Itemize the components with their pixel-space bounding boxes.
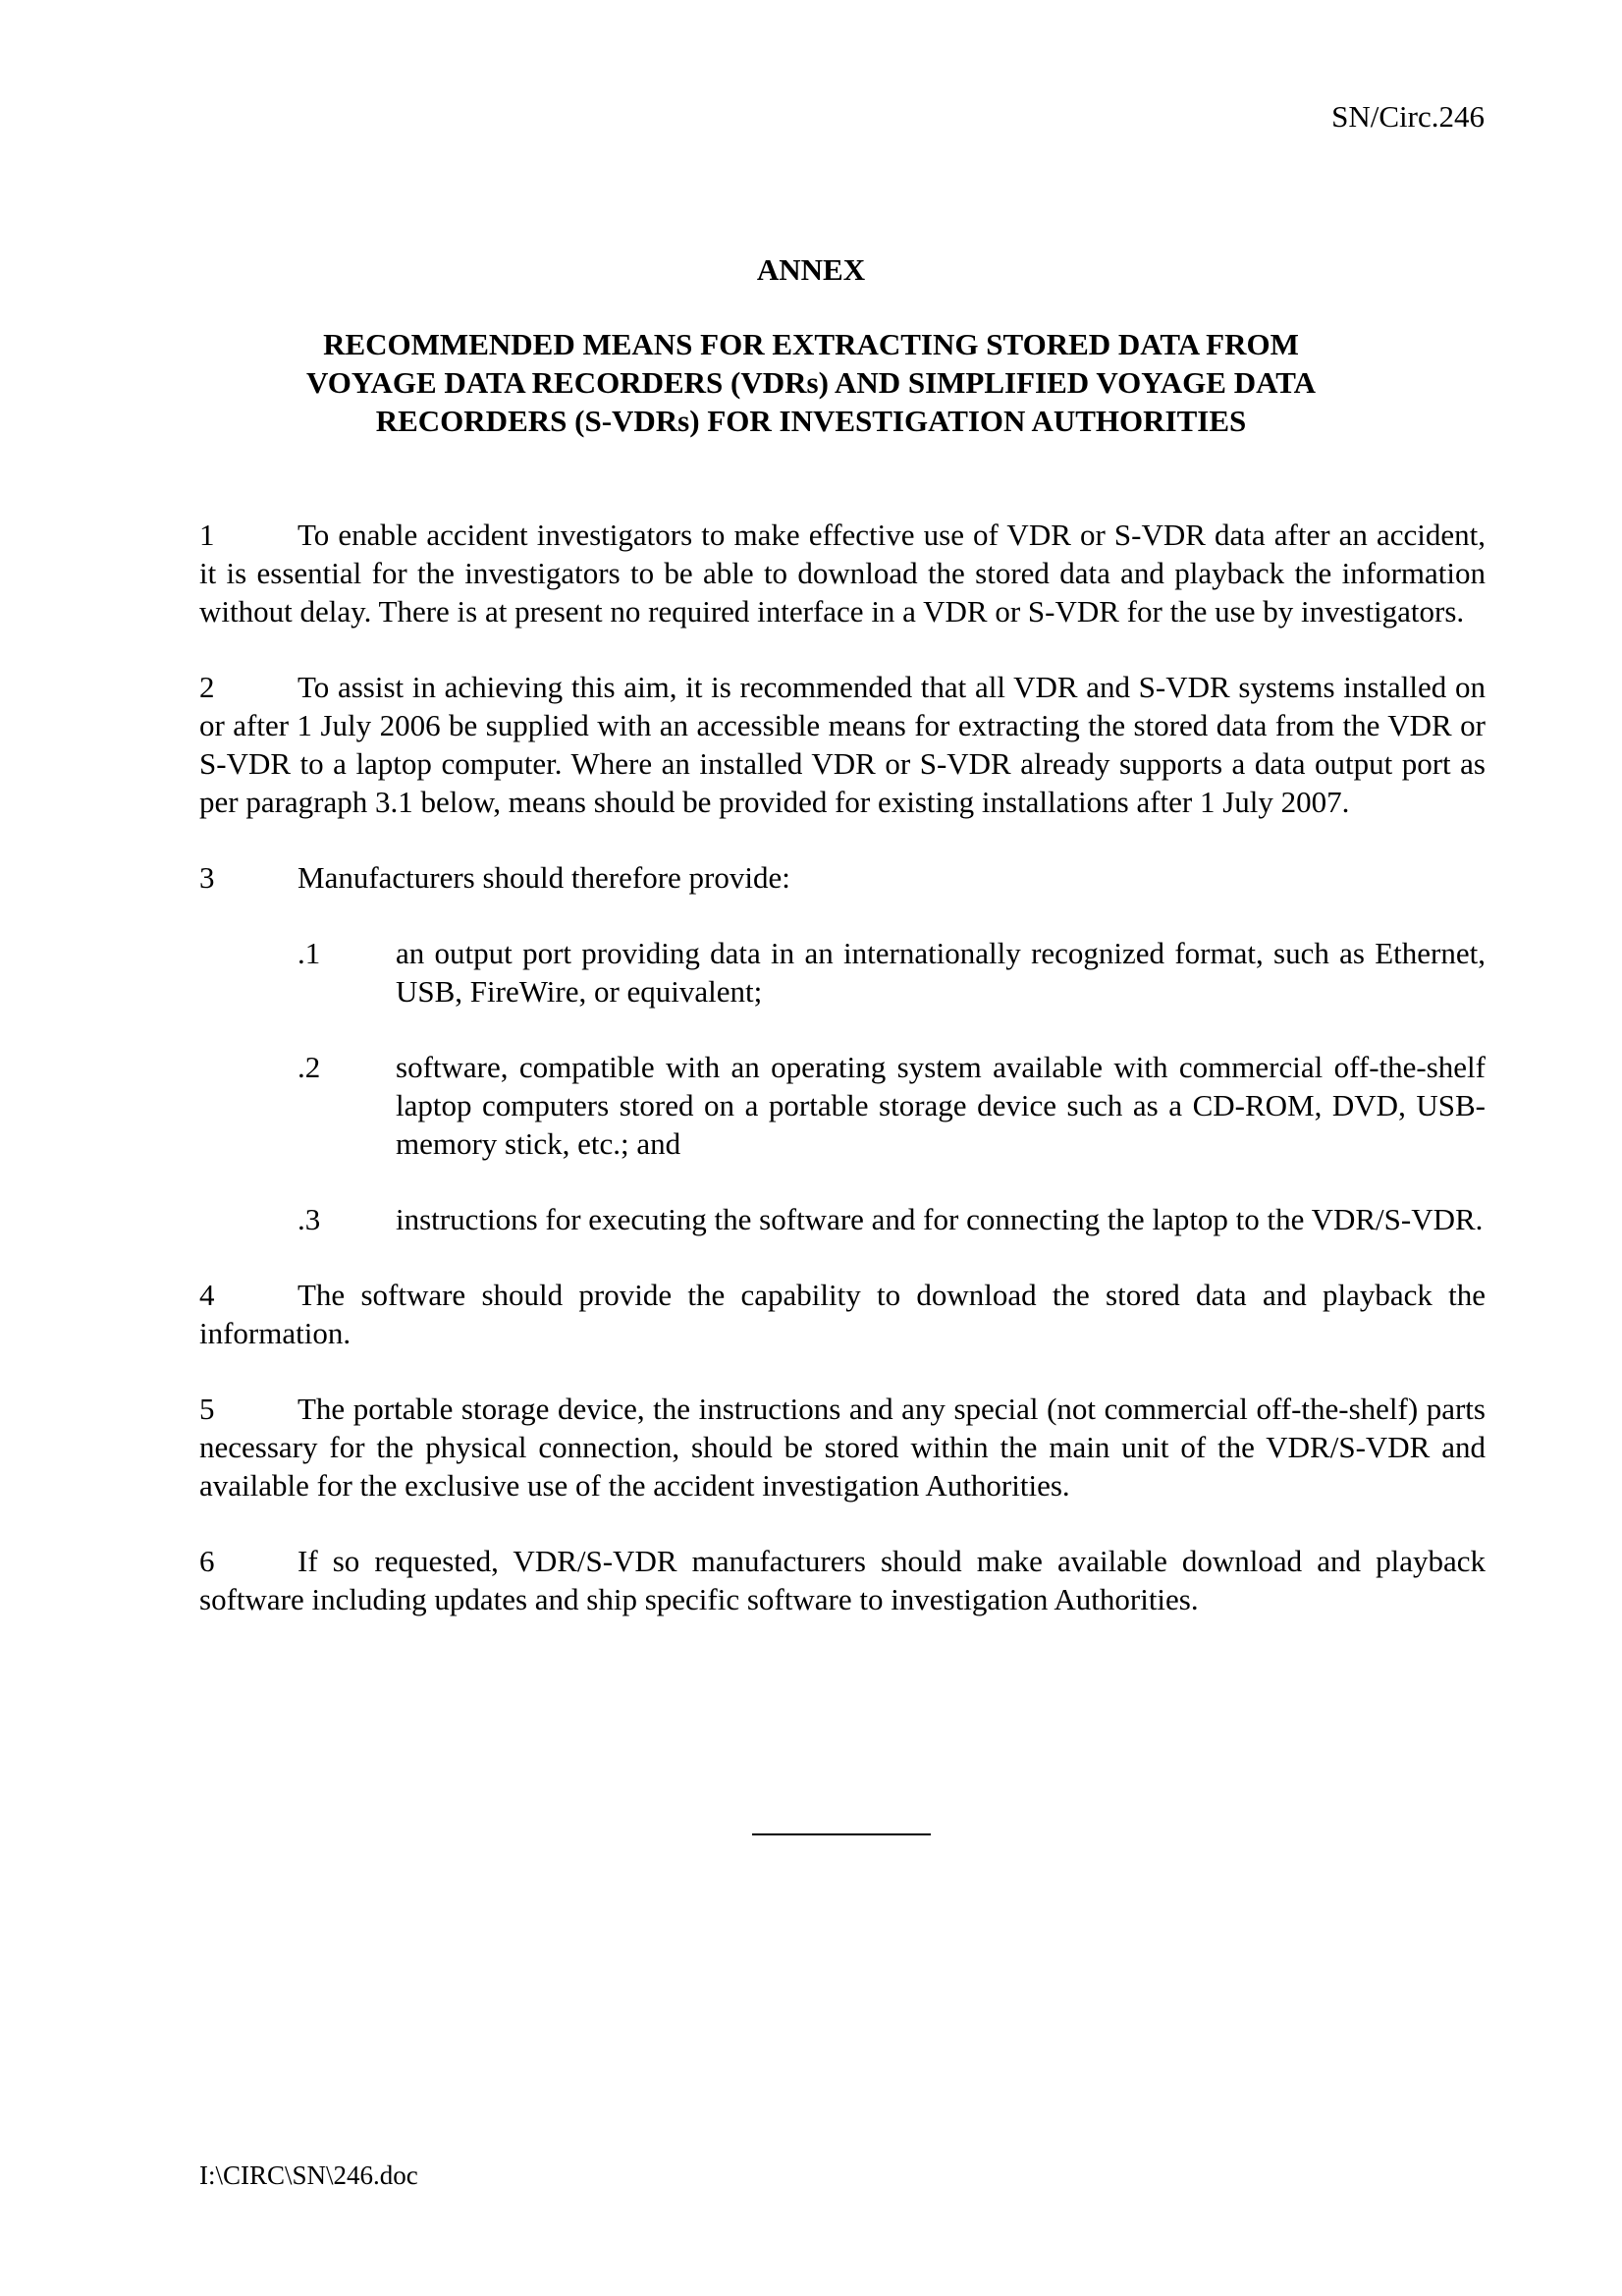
subparagraph-text: instructions for executing the software and for connecting the laptop to the VDR/S-VDR.	[396, 1202, 1484, 1236]
subparagraph-3-2	[297, 1048, 1486, 1163]
paragraph-number: 4	[199, 1278, 215, 1312]
paragraph-5	[199, 1390, 1486, 1504]
paragraph-number: 3	[199, 860, 215, 895]
footer-file-path: I:\CIRC\SN\246.doc	[199, 2160, 418, 2190]
paragraph-1	[199, 516, 1486, 630]
paragraph-number: 2	[199, 670, 215, 704]
subparagraph-number: .1	[297, 936, 321, 970]
paragraph-number: 1	[199, 518, 215, 552]
subparagraph-text: an output port providing data in an internationally recognized format, such as Ethernet, USB, FireWire, or equivalent;	[396, 936, 1486, 1009]
title-line: RECOMMENDED MEANS FOR EXTRACTING STORED DATA FROM	[323, 327, 1299, 361]
subparagraph-number: .3	[297, 1202, 321, 1236]
document-reference: SN/Circ.246	[1331, 99, 1485, 134]
subparagraph-3-1	[297, 934, 1486, 1011]
paragraph-text: The software should provide the capability to download the stored data and playback the information.	[199, 1278, 1486, 1350]
paragraph-2	[199, 668, 1486, 821]
paragraph-6	[199, 1542, 1486, 1618]
end-of-document-rule	[752, 1833, 931, 1835]
paragraph-text: Manufacturers should therefore provide:	[297, 860, 790, 895]
document-title	[199, 325, 1423, 440]
paragraph-text: The portable storage device, the instructions and any special (not commercial off-the-shelf) parts necessary for the physical connection, should be stored within the main unit of the VDR/S-VDR and available for the exclusive use of the accident investigation Authorities.	[199, 1392, 1486, 1503]
title-line: RECORDERS (S-VDRs) FOR INVESTIGATION AUTHORITIES	[375, 404, 1247, 438]
subparagraph-number: .2	[297, 1050, 321, 1084]
paragraph-number: 6	[199, 1544, 215, 1578]
paragraph-4	[199, 1276, 1486, 1352]
subparagraph-3-3	[297, 1200, 1486, 1238]
document-body	[199, 516, 1486, 1656]
paragraph-3	[199, 858, 1486, 897]
subparagraph-text: software, compatible with an operating system available with commercial off-the-shelf laptop computers stored on a portable storage device such as a CD-ROM, DVD, USB-memory stick, etc.; and	[396, 1050, 1486, 1161]
paragraph-text: To assist in achieving this aim, it is recommended that all VDR and S-VDR systems installed on or after 1 July 2006 be supplied with an accessible means for extracting the stored data from the VDR or S-VDR to a laptop computer. Where an installed VDR or S-VDR already supports a data output port as per paragraph 3.1 below, means should be provided for existing installations after 1 July 2007.	[199, 670, 1486, 819]
paragraph-text: To enable accident investigators to make effective use of VDR or S-VDR data after an accident, it is essential for the investigators to be able to download the stored data and playback the information without delay. There is at present no required interface in a VDR or S-VDR for the use by investigators.	[199, 518, 1486, 629]
annex-heading: ANNEX	[756, 252, 866, 287]
paragraph-number: 5	[199, 1392, 215, 1426]
title-line: VOYAGE DATA RECORDERS (VDRs) AND SIMPLIFIED VOYAGE DATA	[306, 365, 1316, 400]
paragraph-text: If so requested, VDR/S-VDR manufacturers should make available download and playback software including updates and ship specific software to investigation Authorities.	[199, 1544, 1486, 1616]
